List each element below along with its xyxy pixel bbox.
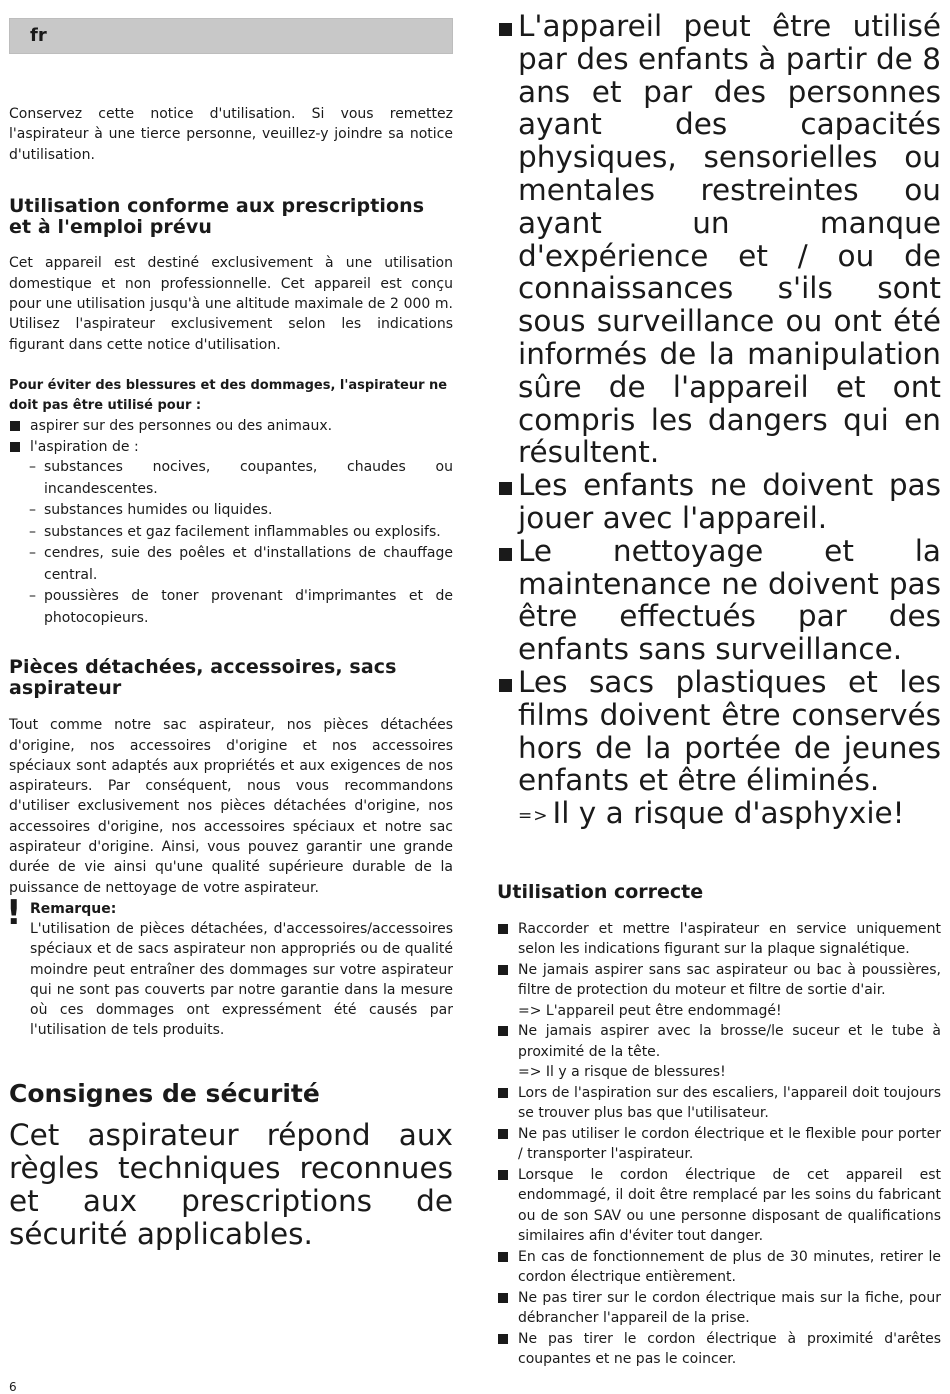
remark-text: L'utilisation de pièces détachées, d'accessoires/accessoires spéciaux et de sacs aspirateur non appropriés ou de qualité moindre peut entraîner des dommages sur votre aspirateur qui ne sont pas couverts par notre garantie dans la mesure où ces dommages ont expressément été causés par l'utilisation de tels produits.	[30, 920, 453, 1039]
damage-warning: => L'appareil peut être endommagé!	[518, 1002, 782, 1019]
section-title-correcte: Utilisation correcte	[497, 880, 704, 903]
safety-item: Le nettoyage et la maintenance ne doivent pas être effectués par des enfants sans surveillance.	[497, 535, 941, 666]
safety-statement: Cet aspirateur répond aux règles techniques reconnues et aux prescriptions de sécurité applicables.	[9, 1117, 453, 1251]
list-item: Ne pas tirer le cordon électrique à proximité d'arêtes coupantes et ne pas le coincer.	[497, 1329, 941, 1370]
left-column	[6, 18, 453, 1251]
section-title-utilisation: Utilisation conforme aux prescriptions et à l'emploi prévu	[9, 195, 425, 239]
list-item: Ne pas utiliser le cordon électrique et le flexible pour porter / transporter l'aspirateur.	[497, 1124, 941, 1165]
asphyxia-warning	[497, 797, 941, 833]
safety-item: Les enfants ne doivent pas jouer avec l'appareil.	[497, 469, 941, 535]
remark-title: Remarque:	[30, 900, 117, 917]
list-item: – cendres, suie des poêles et d'installations de chauffage central.	[9, 543, 453, 586]
section-title-securite: Consignes de sécurité	[9, 1078, 320, 1108]
language-header-bar	[9, 18, 453, 54]
list-item: En cas de fonctionnement de plus de 30 minutes, retirer le cordon électrique entièrement.	[497, 1247, 941, 1288]
safety-list	[497, 10, 941, 797]
exclamation-icon: !	[6, 892, 22, 933]
safety-item: Les sacs plastiques et les films doivent être conservés hors de la portée de jeunes enfants et être éliminés.	[497, 666, 941, 797]
list-item: – poussières de toner provenant d'imprimantes et de photocopieurs.	[9, 586, 453, 629]
prohibited-substances-list	[9, 457, 453, 629]
safety-item: L'appareil peut être utilisé par des enfants à partir de 8 ans et par des personnes ayant des capacités physiques, sensorielles ou mentales restreintes ou ayant un manque d'expérience et / ou de connaissances s'ils sont sous surveillance ou ont été informés de la manipulation sûre de l'appareil et ont compris les dangers qui en résultent.	[497, 10, 941, 469]
utilisation-paragraph: Cet appareil est destiné exclusivement à une utilisation domestique et non professionnelle. Cet appareil est conçu pour une utilisation jusqu'à une altitude maximale de 2 000 m. Utilisez l'aspirateur exclusivement selon les indications figurant dans cette notice d'utilisation.	[9, 255, 453, 353]
list-item: – substances et gaz facilement inflammables ou explosifs.	[9, 522, 453, 544]
list-item: l'aspiration de :	[9, 437, 453, 458]
list-item: Raccorder et mettre l'aspirateur en service uniquement selon les indications figurant sur la plaque signalétique.	[497, 919, 941, 960]
remark-note	[6, 892, 453, 1041]
list-item: Ne jamais aspirer avec la brosse/le suceur et le tube à proximité de la tête. => Il y a risque de blessures!	[497, 1021, 941, 1083]
arrow-icon: =>	[518, 806, 549, 827]
section-title-pieces: Pièces détachées, accessoires, sacs aspirateur	[9, 656, 397, 700]
list-item: – substances humides ou liquides.	[9, 500, 453, 522]
prohibited-uses-list	[9, 416, 453, 457]
language-code: fr	[30, 25, 47, 46]
list-item: Lors de l'aspiration sur des escaliers, l'appareil doit toujours se trouver plus bas que l'utilisateur.	[497, 1083, 941, 1124]
list-item: Ne pas tirer sur le cordon électrique mais sur la fiche, pour débrancher l'appareil de la prise.	[497, 1288, 941, 1329]
right-column	[497, 10, 941, 1370]
warning-heading: Pour éviter des blessures et des dommages, l'aspirateur ne doit pas être utilisé pour :	[9, 378, 448, 414]
correct-use-list	[497, 919, 941, 1370]
intro-paragraph: Conservez cette notice d'utilisation. Si vous remettez l'aspirateur à une tierce personne, veuillez-y joindre sa notice d'utilisation.	[9, 106, 453, 163]
page-number: 6	[9, 1380, 17, 1394]
asphyxia-text: Il y a risque d'asphyxie!	[552, 796, 905, 831]
list-item: Lorsque le cordon électrique de cet appareil est endommagé, il doit être remplacé par les soins du fabricant ou de son SAV ou une personne disposant de qualifications similaires afin d'éviter tout danger.	[497, 1165, 941, 1247]
list-item: – substances nocives, coupantes, chaudes ou incandescentes.	[9, 457, 453, 500]
pieces-paragraph: Tout comme notre sac aspirateur, nos pièces détachées d'origine, nos accessoires d'origine et nos accessoires spéciaux sont adaptés aux propriétés et aux exigences de nos aspirateurs. Par conséquent, nous vous recommandons d'utiliser exclusivement nos pièces détachées d'origine, nos accessoires d'origine, nos accessoires spéciaux et notre sac aspirateur d'origine. Ainsi, vous pouvez garantir une grande durée de vie ainsi qu'une qualité supérieure durable de la puissance de nettoyage de votre aspirateur.	[9, 717, 453, 896]
list-item: aspirer sur des personnes ou des animaux.	[9, 416, 453, 437]
list-item: Ne jamais aspirer sans sac aspirateur ou bac à poussières, filtre de protection du moteur et filtre de sortie d'air. => L'appareil peut être endommagé!	[497, 960, 941, 1022]
injury-warning: => Il y a risque de blessures!	[518, 1064, 726, 1081]
